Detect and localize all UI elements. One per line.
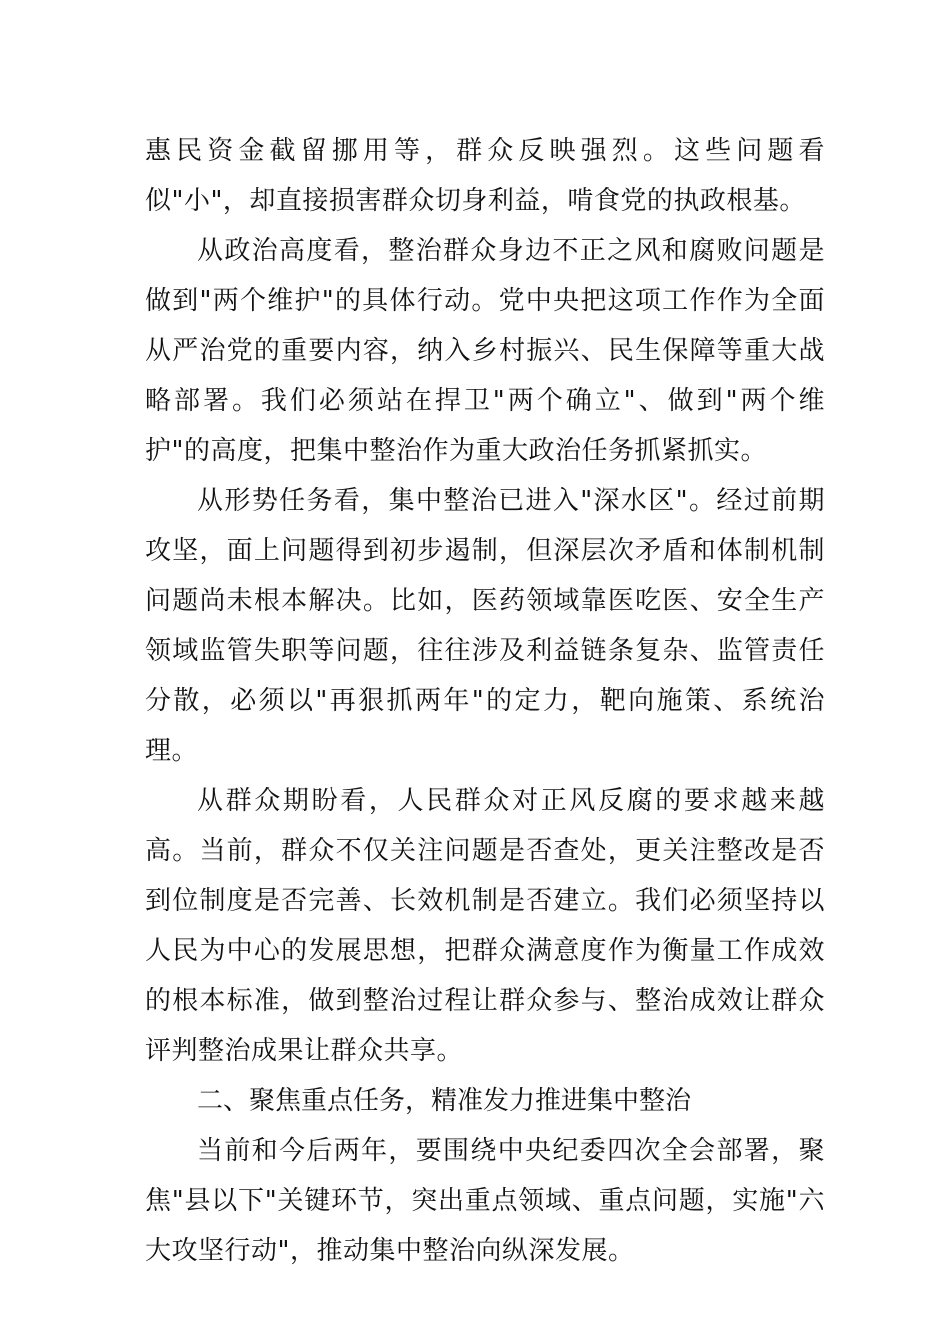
paragraph-3: 从形势任务看，集中整治已进入"深水区"。经过前期攻坚，面上问题得到初步遏制，但深层次矛盾和体制机制问题尚未根本解决。比如，医药领域靠医吃医、安全生产领域监管失职等问题，往往涉及利益链条复杂、监管责任分散，必须以"再狠抓两年"的定力，靶向施策、系统治理。 (145, 486, 825, 766)
paragraph-4: 从群众期盼看，人民群众对正风反腐的要求越来越高。当前，群众不仅关注问题是否查处，更关注整改是否到位制度是否完善、长效机制是否建立。我们必须坚持以人民为中心的发展思想，把群众满意度作为衡量工作成效的根本标准，做到整治过程让群众参与、整治成效让群众评判整治成果让群众共享。 (145, 786, 825, 1066)
paragraph-5: 当前和今后两年，要围绕中央纪委四次全会部署，聚焦"县以下"关键环节，突出重点领域、重点问题，实施"六大攻坚行动"，推动集中整治向纵深发展。 (145, 1136, 825, 1266)
paragraph-2: 从政治高度看，整治群众身边不正之风和腐败问题是做到"两个维护"的具体行动。党中央把这项工作作为全面从严治党的重要内容，纳入乡村振兴、民生保障等重大战略部署。我们必须站在捍卫"两个确立"、做到"两个维护"的高度，把集中整治作为重大政治任务抓紧抓实。 (145, 236, 825, 466)
paragraph-1: 惠民资金截留挪用等，群众反映强烈。这些问题看似"小"，却直接损害群众切身利益，啃食党的执政根基。 (145, 136, 825, 216)
document-body (145, 126, 825, 1276)
section-heading: 二、聚焦重点任务，精准发力推进集中整治 (197, 1086, 692, 1116)
